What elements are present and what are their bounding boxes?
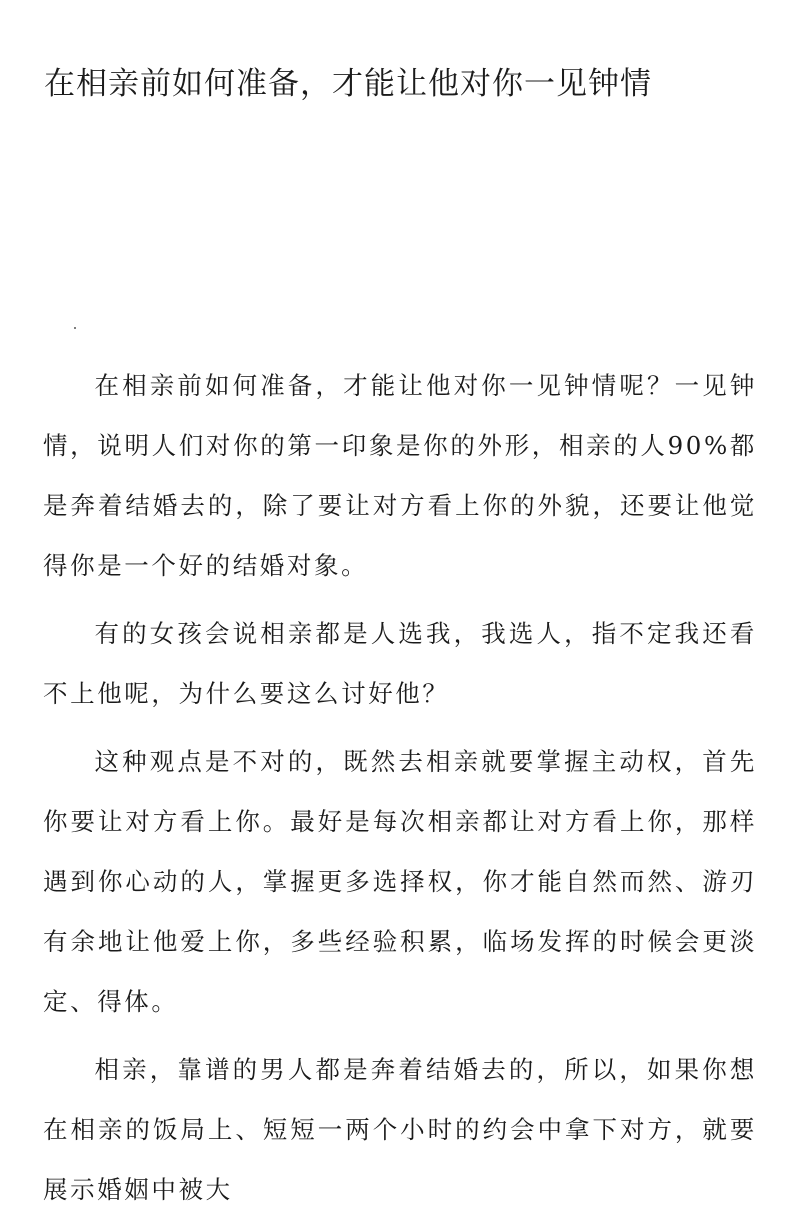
page-title: 在相亲前如何准备，才能让他对你一见钟情 <box>44 66 652 102</box>
paragraph-3: 这种观点是不对的，既然去相亲就要掌握主动权，首先你要让对方看上你。最好是每次相亲都让对方看上你，那样遇到你心动的人，掌握更多选择权，你才能自然而然、游刃有余地让他爱上你，多些经验积累，临场发挥的时候会更淡定、得体。 <box>43 747 757 1016</box>
article-body <box>43 356 757 1220</box>
paragraph-1: 在相亲前如何准备，才能让他对你一见钟情呢？一见钟情，说明人们对你的第一印象是你的外形，相亲的人90%都是奔着结婚去的，除了要让对方看上你的外貌，还要让他觉得你是一个好的结婚对象。 <box>43 371 757 580</box>
paragraph-2: 有的女孩会说相亲都是人选我，我选人，指不定我还看不上他呢，为什么要这么讨好他？ <box>43 619 757 708</box>
paragraph-4: 相亲，靠谱的男人都是奔着结婚去的，所以，如果你想在相亲的饭局上、短短一两个小时的约会中拿下对方，就要展示婚姻中被大 <box>43 1055 757 1204</box>
stray-dot-mark <box>74 327 76 329</box>
